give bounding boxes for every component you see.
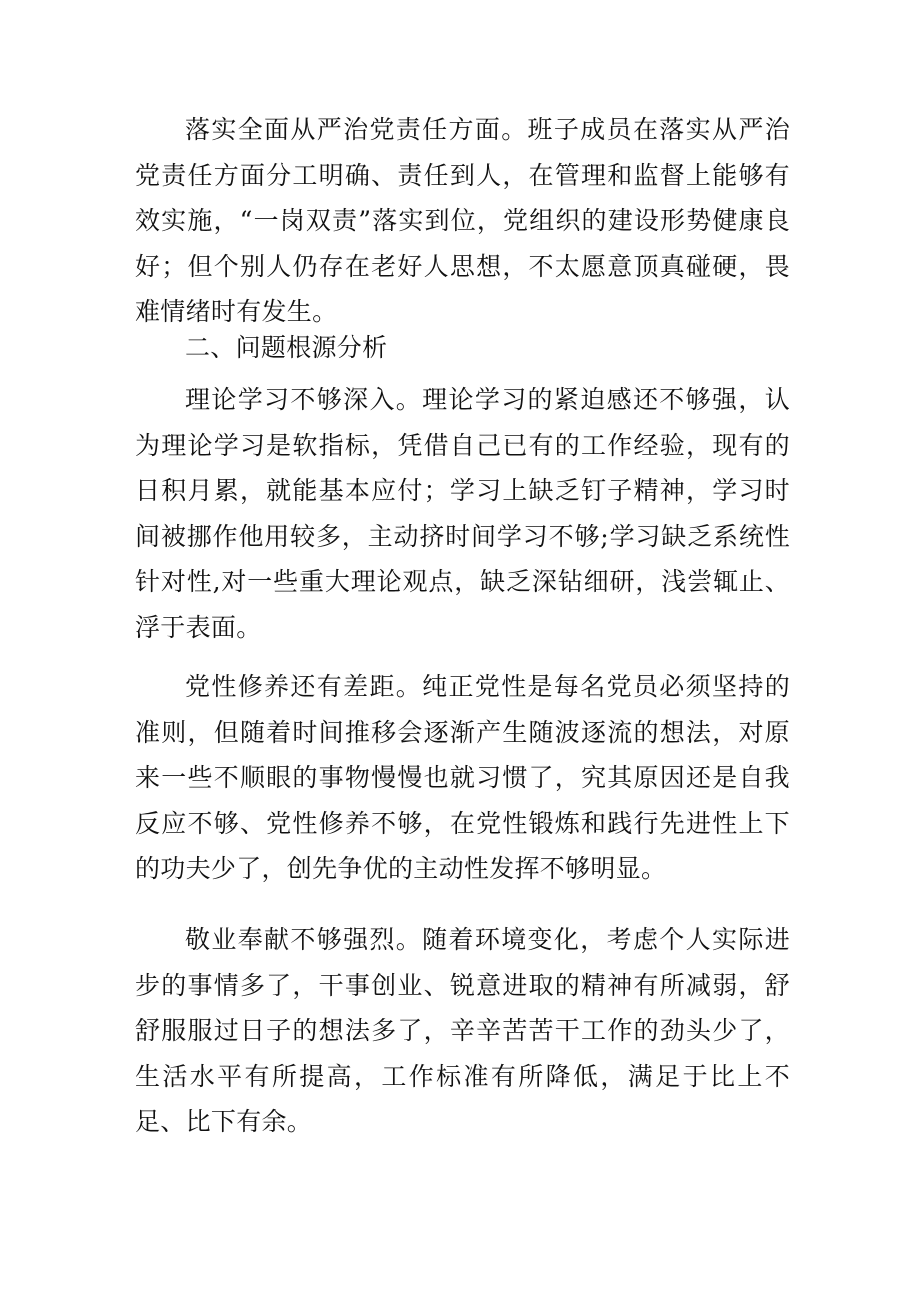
- paragraph-theory-study: 理论学习不够深入。理论学习的紧迫感还不够强，认为理论学习是软指标，凭借自己已有的工作经验，现有的日积月累，就能基本应付；学习上缺乏钉子精神，学习时间被挪作他用较多，主动挤时间学习不够;学习缺乏系统性针对性,对一些重大理论观点，缺乏深钻细研，浅尝辄止、浮于表面。: [135, 385, 790, 642]
- paragraph-party-responsibility: 落实全面从严治党责任方面。班子成员在落实从严治党责任方面分工明确、责任到人，在管理和监督上能够有效实施，“一岗双责”落实到位，党组织的建设形势健康良好；但个别人仍存在老好人思想，不太愿意顶真碰硬，畏难情绪时有发生。: [135, 115, 790, 326]
- section-heading-root-cause: 二、问题根源分析: [185, 333, 388, 362]
- paragraph-party-spirit: 党性修养还有差距。纯正党性是每名党员必须坚持的准则，但随着时间推移会逐渐产生随波逐流的想法，对原来一些不顺眼的事物慢慢也就习惯了，究其原因还是自我反应不够、党性修养不够，在党性锻炼和践行先进性上下的功夫少了，创先争优的主动性发挥不够明显。: [135, 672, 790, 883]
- paragraph-dedication: 敬业奉献不够强烈。随着环境变化，考虑个人实际进步的事情多了，干事创业、锐意进取的精神有所减弱，舒舒服服过日子的想法多了，辛辛苦苦干工作的劲头少了，生活水平有所提高，工作标准有所降低，满足于比上不足、比下有余。: [135, 925, 790, 1136]
